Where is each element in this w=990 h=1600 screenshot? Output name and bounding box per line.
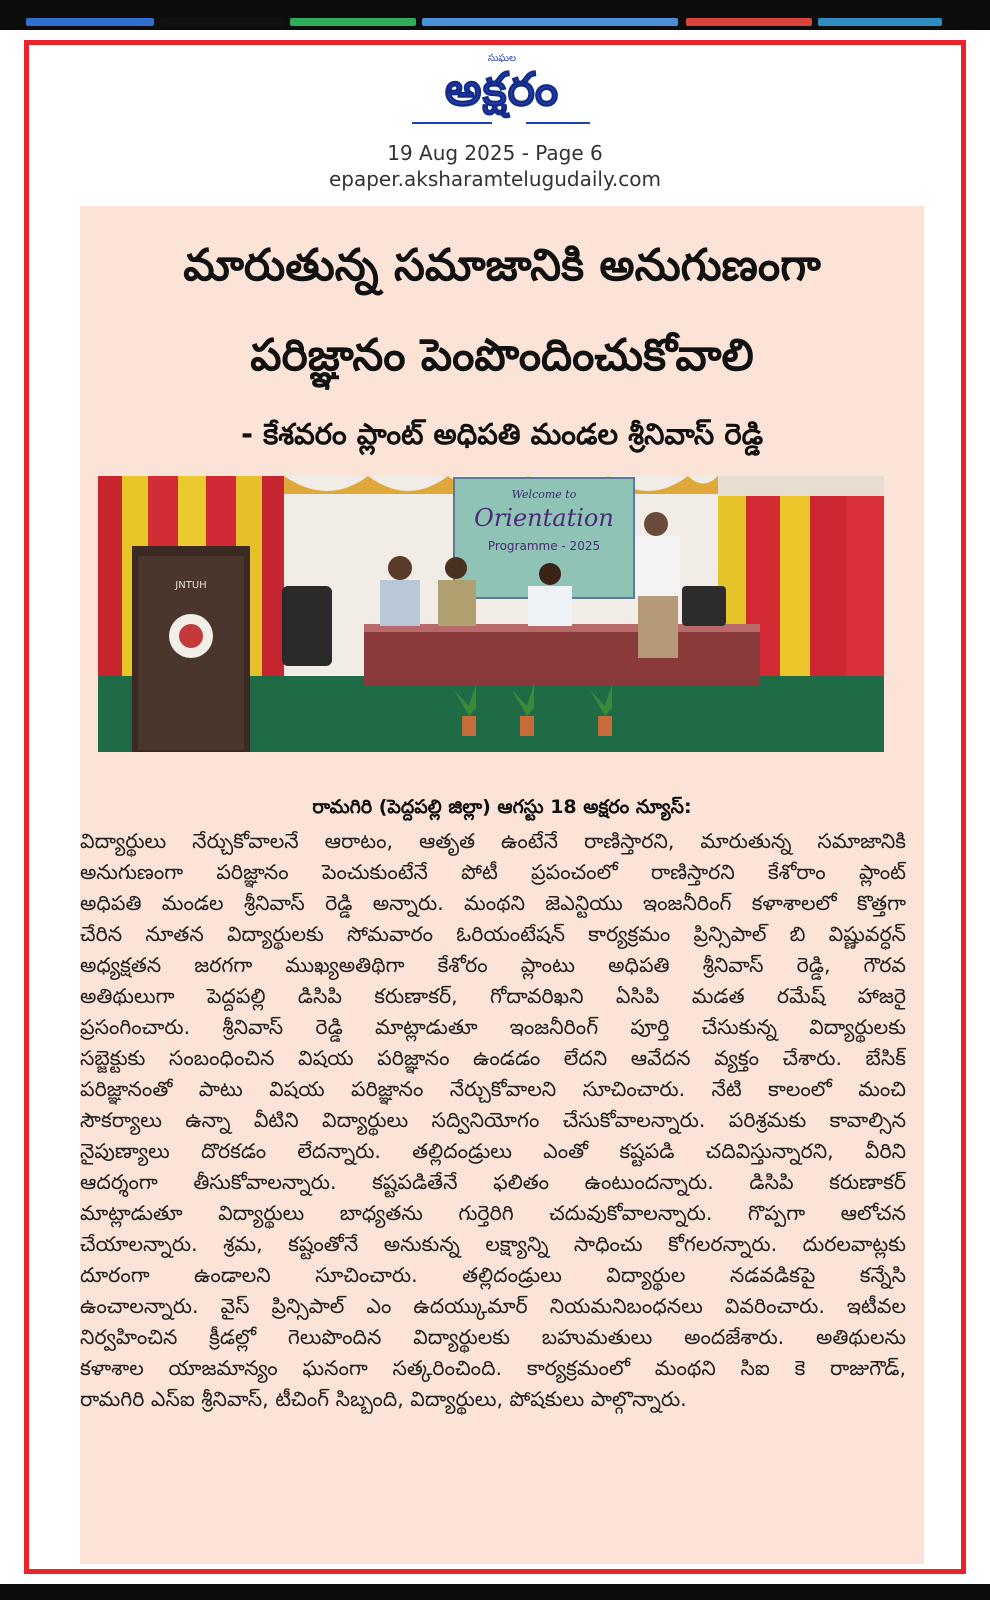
article-dateline: రామగిరి (పెద్దపల్లి జిల్లా) ఆగస్టు 18 అక్షరం న్యూస్: [312,796,692,818]
body-line: ప్రసంగించారు. శ్రీనివాస్ రెడ్డి మాట్లాడుతూ ఇంజనీరింగ్ పూర్తి చేసుకున్న విద్యార్థులకు [80,1015,906,1039]
body-line: అతిథులుగా పెద్దపల్లి డిసిపి కరుణాకర్, గోదావరిఖని ఏసిపి మడత రమేష్ హాజరై [80,984,906,1008]
body-line: సబ్జెక్టుకు సంబంధించిన విషయ పరిజ్ఞానం ఉండడం లేదని ఆవేదన వ్యక్తం చేశారు. బేసిక్ [80,1046,906,1070]
status-bar [0,0,990,30]
article-body [80,826,906,1415]
logo-wordmark: అక్షరం [444,62,560,116]
event-photo [98,476,884,752]
epaper-url[interactable]: epaper.aksharamtelugudaily.com [328,167,662,191]
body-line: అనుగుణంగా పరిజ్ఞానం పెంచుకుంటేనే పోటీ ప్రపంచంలో రాణిస్తారని కేశోరాం ప్లాంట్ [80,860,906,884]
body-line: చేయాలన్నారు. శ్రమ, కష్టంతోనే అనుకున్న లక్ష్యాన్ని సాధించు కోగలరన్నారు. దురలవాట్లకు [80,1232,906,1256]
banner-orientation: Orientation [474,504,614,532]
tab-indicator [686,18,812,26]
byline: - కేశవరం ప్లాంట్ అధిపతి మండల శ్రీనివాస్ రెడ్డి [240,417,764,451]
body-line: దూరంగా ఉండాలని సూచించారు. తల్లిదండ్రులు విద్యార్థుల నడవడికపై కన్నేసి [80,1263,906,1287]
tab-indicator [818,18,942,26]
body-line: అధ్యక్షతన జరగగా ముఖ్యఅతిథిగా కేశోరం ప్లాంటు అధిపతి శ్రీనివాస్ రెడ్డి, గౌరవ [80,953,906,977]
banner-programme: Programme - 2025 [487,539,601,553]
navigation-bar [0,1584,990,1600]
logo-underline [404,112,600,122]
podium-label: JNTUH [175,580,207,591]
body-line: అధిపతి మండల శ్రీనివాస్ రెడ్డి అన్నారు. మంథని జెఎన్టియు ఇంజనీరింగ్ కళాశాలలో కొత్తగా [80,891,906,915]
tab-indicator [160,18,284,26]
body-line: మాట్లాడుతూ విద్యార్థులు బాధ్యతను గుర్తెరిగి చదువుకోవాలన్నారు. గొప్పగా ఆలోచన [80,1201,906,1225]
logo-tagline: సుఘల [487,53,517,64]
news-clipping [80,206,924,1564]
tab-indicator [422,18,678,26]
body-line: ఆదర్శంగా తీసుకోవాలన్నారు. కష్టపడితేనే ఫలితం ఉంటుందన్నారు. డిసిపి కరుణాకర్ [80,1170,906,1194]
body-line: నిర్వహించిన క్రీడల్లో గెలుపొందిన విద్యార్థులకు బహుమతులు అందజేశారు. అతిథులను [80,1325,906,1349]
body-line: కళాశాల యాజమాన్యం ఘనంగా సత్కరించింది. కార్యక్రమంలో మంథని సిఐ కె రాజుగౌడ్, [80,1356,906,1380]
headline-line-1: మారుతున్న సమాజానికి అనుగుణంగా [183,240,821,291]
banner-welcome: Welcome to [511,488,577,501]
tab-indicator [290,18,416,26]
body-line: రామగిరి ఎస్ఐ శ్రీనివాస్, టీచింగ్ సిబ్బంది, విద్యార్థులు, పోషకులు పాల్గొన్నారు. [80,1387,687,1411]
body-line: నైపుణ్యాలు దొరకడం లేదన్నారు. తల్లిదండ్రులు ఎంతో కష్టపడి చదివిస్తున్నారని, వీరిని [80,1139,906,1163]
body-line: చేరిన నూతన విద్యార్థులకు సోమవారం ఓరియంటేషన్ కార్యక్రమం ప్రిన్సిపాల్ బి విష్ణువర్ధన్ [80,922,906,946]
edition-date: 19 Aug 2025 - Page 6 [387,141,603,165]
body-line: విద్యార్థులు నేర్చుకోవాలనే ఆరాటం, ఆతృత ఉంటేనే రాణిస్తారని, మారుతున్న సమాజానికి [80,829,906,853]
headline-line-2: పరిజ్ఞానం పెంపొందించుకోవాలి [250,330,754,381]
event-photo-illustration [98,476,884,752]
aksharam-logo [404,52,600,132]
body-line: ఉంచాలన్నారు. వైస్ ప్రిన్సిపాల్ ఎం ఉదయ్కుమార్ నియమనిబంధనలు వివరించారు. ఇటీవల [80,1294,906,1318]
body-line: పరిజ్ఞానంతో పాటు విషయ పరిజ్ఞానం నేర్చుకోవాలని సూచించారు. నేటి కాలంలో మంచి [80,1077,906,1101]
tab-indicator [26,18,154,26]
body-line: సౌకర్యాలు ఉన్నా వీటిని విద్యార్థులు సద్వినియోగం చేసుకోవాలన్నారు. పరిశ్రమకు కావాల్సిన [80,1108,906,1132]
